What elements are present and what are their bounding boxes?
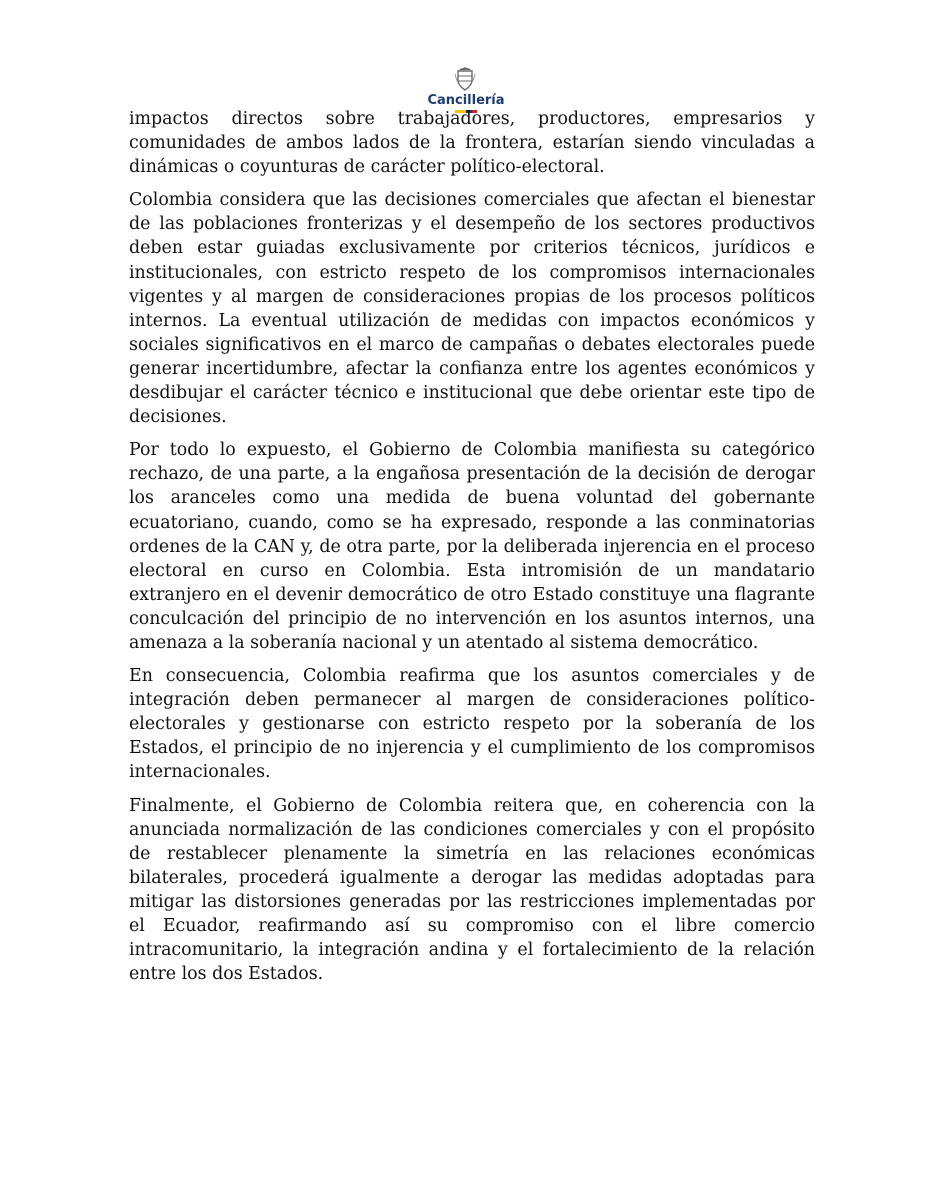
paragraph-1: impactos directos sobre trabajadores, productores, empresarios y comunidades de ambos lados de la frontera, estarían siendo vinculadas a dinámicas o coyunturas de carácter político-electoral.: [129, 109, 815, 178]
paragraph-4: En consecuencia, Colombia reafirma que los asuntos comerciales y de integración deben permanecer al margen de consideraciones político-electorales y gestionarse con estricto respeto por la soberanía de los Estados, el principio de no injerencia y el cumplimiento de los compromisos internacionales.: [129, 666, 815, 783]
paragraph-2: Colombia considera que las decisiones comerciales que afectan el bienestar de las poblaciones fronterizas y el desempeño de los sectores productivos deben estar guiadas exclusivamente por criterios técnicos, jurídicos e institucionales, con estricto respeto de los compromisos internacionales vigentes y al margen de consideraciones propias de los procesos políticos internos. La eventual utilización de medidas con impactos económicos y sociales significativos en el marco de campañas o debates electorales puede generar incertidumbre, afectar la confianza entre los agentes económicos y desdibujar el carácter técnico e institucional que debe orientar este tipo de decisiones.: [129, 190, 815, 428]
logo-wordmark: Cancillería: [427, 93, 505, 108]
coat-of-arms-icon: [454, 66, 476, 92]
paragraph-3: Por todo lo expuesto, el Gobierno de Colombia manifiesta su categórico rechazo, de una parte, a la engañosa presentación de la decisión de derogar los aranceles como una medida de buena voluntad del gobernante ecuatoriano, cuando, como se ha expresado, responde a las conminatorias ordenes de la CAN y, de otra parte, por la deliberada injerencia en el proceso electoral en curso en Colombia. Esta intromisión de un mandatario extranjero en el devenir democrático de otro Estado constituye una flagrante conculcación del principio de no intervención en los asuntos internos, una amenaza a la soberanía nacional y un atentado al sistema democrático.: [129, 440, 815, 653]
document-body: [129, 107, 815, 995]
paragraph-5: Finalmente, el Gobierno de Colombia reitera que, en coherencia con la anunciada normalización de las condiciones comerciales y con el propósito de restablecer plenamente la simetría en las relaciones económicas bilaterales, procederá igualmente a derogar las medidas adoptadas para mitigar las distorsiones generadas por las restricciones implementadas por el Ecuador, reafirmando así su compromiso con el libre comercio intracomunitario, la integración andina y el fortalecimiento de la relación entre los dos Estados.: [129, 795, 815, 985]
